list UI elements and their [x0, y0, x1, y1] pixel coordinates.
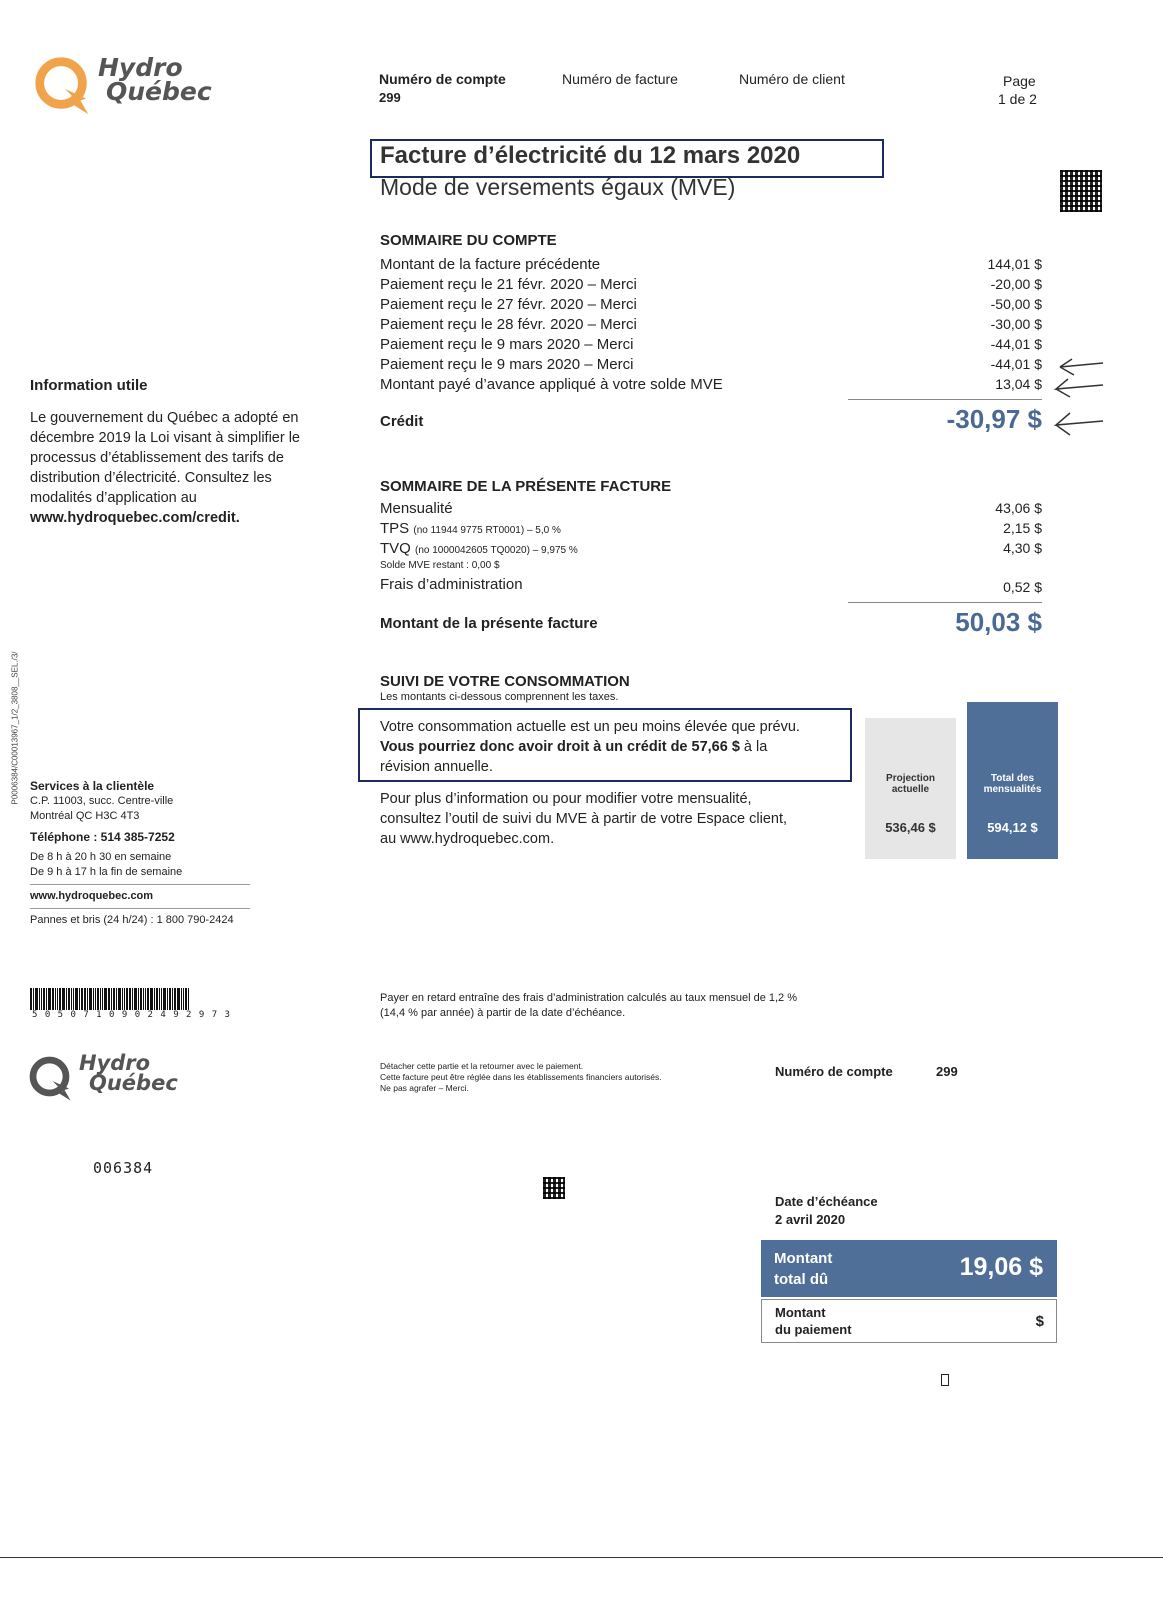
stub-code: 006384 [93, 1159, 154, 1177]
page-value: 1 de 2 [998, 91, 1037, 107]
barcode-bar [159, 988, 160, 1010]
account-summary-row-amount: -50,00 $ [990, 296, 1042, 312]
account-summary-row [380, 316, 1042, 336]
account-summary-row-amount: 13,04 $ [995, 376, 1042, 392]
consumption-note: Les montants ci-dessous comprennent les taxes. [380, 691, 619, 703]
barcode-bar [104, 988, 107, 1010]
page-label: Page [1003, 73, 1036, 89]
current-invoice-heading: SOMMAIRE DE LA PRÉSENTE FACTURE [380, 478, 672, 495]
total-mensualites-value: 594,12 $ [987, 820, 1038, 835]
barcode-bar [122, 988, 123, 1010]
total-mensualites-bar [967, 702, 1058, 859]
account-summary-row-label: Paiement reçu le 21 févr. 2020 – Merci [380, 276, 637, 293]
barcode-bar [43, 988, 45, 1010]
projection-label1: Projection [886, 773, 935, 784]
divider [848, 602, 1042, 603]
info-heading: Information utile [30, 377, 148, 394]
tps-amount: 2,15 $ [1003, 520, 1042, 536]
stub-logo-line1: Hydro [79, 1051, 151, 1075]
bottom-border-line [0, 1557, 1163, 1558]
barcode-bar [102, 988, 103, 1010]
payment-amount-label2: du paiement [775, 1322, 852, 1337]
consumption-box-line1: Votre consommation actuelle est un peu moins élevée que prévu. [380, 719, 800, 735]
barcode-digits: 5 0 5 0 7 1 0 9 0 2 4 9 2 9 7 3 [32, 1010, 231, 1020]
barcode-bar [145, 988, 146, 1010]
payment-amount-box[interactable] [761, 1299, 1057, 1343]
account-number-value: 299 [379, 90, 401, 105]
total-due-label1: Montant [774, 1250, 833, 1267]
barcode-bar [39, 988, 40, 1010]
barcode-bar [108, 988, 110, 1010]
barcode-bar [71, 988, 72, 1010]
barcode-bar [126, 988, 128, 1010]
account-summary-row-label: Montant payé d’avance appliqué à votre solde MVE [380, 376, 723, 393]
barcode-bar [143, 988, 144, 1010]
stub-box-mark [941, 1374, 949, 1386]
stub-logo-line2: Québec [89, 1070, 178, 1095]
info-paragraph [30, 408, 340, 508]
total-due-value: 19,06 $ [959, 1253, 1043, 1281]
mensualite-row [380, 500, 1042, 520]
projection-value: 536,46 $ [885, 820, 936, 835]
info-line: modalités d’application au [30, 490, 197, 506]
services-address2: Montréal QC H3C 4T3 [30, 810, 140, 822]
barcode-bar [93, 988, 94, 1010]
stub-account-label: Numéro de compte [775, 1064, 893, 1079]
consumption-box-tail: à la [739, 739, 768, 755]
barcode-bar [66, 988, 67, 1010]
services-website[interactable]: www.hydroquebec.com [30, 884, 250, 904]
payment-amount-label1: Montant [775, 1305, 826, 1320]
barcode-bar [48, 988, 51, 1010]
barcode-bar [113, 988, 115, 1010]
barcode-bar [134, 988, 137, 1010]
services-outages: Pannes et bris (24 h/24) : 1 800 790-2424 [30, 908, 250, 928]
credit-label: Crédit [380, 413, 424, 430]
account-summary-row [380, 376, 1042, 396]
mensualite-amount: 43,06 $ [995, 500, 1042, 516]
payment-currency: $ [1035, 1313, 1044, 1330]
account-summary-row-amount: -20,00 $ [990, 276, 1042, 292]
total-due-label2: total dû [774, 1271, 829, 1288]
barcode-bar [95, 988, 96, 1010]
total-mensualites-label1: Total des [990, 773, 1035, 784]
barcode-bar [73, 988, 74, 1010]
barcode-bar [75, 988, 78, 1010]
services-hours2: De 9 h à 17 h la fin de semaine [30, 866, 183, 878]
services-hours1: De 8 h à 20 h 30 en semaine [30, 851, 172, 863]
hydro-quebec-logo [32, 52, 242, 122]
barcode-bar [188, 988, 189, 1010]
barcode-bar [30, 988, 32, 1010]
projection-bar [865, 718, 956, 859]
tps-label: TPS [380, 520, 410, 537]
client-number-label: Numéro de client [739, 71, 845, 87]
barcode-bar [68, 988, 70, 1010]
account-summary-heading: SOMMAIRE DU COMPTE [380, 232, 557, 249]
info-line: décembre 2019 la Loi visant à simplifier le [30, 430, 300, 446]
barcode-bar [79, 988, 80, 1010]
hydro-quebec-q-icon [32, 54, 94, 116]
info-line: distribution d’électricité. Consultez les [30, 470, 272, 486]
account-summary-row-label: Paiement reçu le 9 mars 2020 – Merci [380, 336, 634, 353]
stub-qr-code [543, 1177, 565, 1199]
tvq-amount: 4,30 $ [1003, 540, 1042, 556]
due-date-label: Date d’échéance [775, 1194, 878, 1209]
side-document-code: P0006384/C00013967_1/2_3808__SEL./3/ [10, 651, 20, 805]
barcode-bar [81, 988, 83, 1010]
services-heading: Services à la clientèle [30, 779, 155, 793]
account-number-label: Numéro de compte [379, 71, 506, 87]
barcode-bar [174, 988, 176, 1010]
account-summary-row-amount: 144,01 $ [987, 256, 1042, 272]
barcode-bar [163, 988, 166, 1010]
account-summary-row-amount: -30,00 $ [990, 316, 1042, 332]
barcode-bar [156, 988, 158, 1010]
late-notice-line2: (14,4 % par année) à partir de la date d’échéance. [380, 1007, 626, 1019]
page-subtitle: Mode de versements égaux (MVE) [380, 174, 736, 200]
consumption-credit-text: Vous pourriez donc avoir droit à un crédit de 57,66 $ [380, 739, 740, 755]
stub-instructions1: Détacher cette partie et la retourner avec le paiement. [380, 1061, 584, 1071]
tps-detail: (no 11944 9775 RT0001) – 5,0 % [413, 525, 561, 536]
services-address1: C.P. 11003, succ. Centre-ville [30, 795, 174, 807]
barcode-bar [167, 988, 168, 1010]
total-due-box [761, 1240, 1057, 1297]
current-invoice-total-value: 50,03 $ [955, 607, 1042, 637]
qr-code [1060, 170, 1102, 212]
tvq-label: TVQ [380, 540, 411, 557]
barcode-bar [87, 988, 88, 1010]
barcode-bar [132, 988, 133, 1010]
barcode-bar [140, 988, 142, 1010]
stub-instructions3: Ne pas agrafer – Merci. [380, 1083, 469, 1093]
logo-line2: Québec [106, 76, 212, 106]
barcode-bar [33, 988, 34, 1010]
barcode-bar [46, 988, 47, 1010]
late-notice-line1: Payer en retard entraîne des frais d’administration calculés au taux mensuel de 1,2 % [380, 992, 798, 1004]
frais-label: Frais d’administration [380, 576, 523, 593]
barcode-bar [52, 988, 54, 1010]
logo-line1: Hydro [98, 53, 183, 82]
barcode-bar [57, 988, 58, 1010]
total-mensualites-label2: mensualités [983, 784, 1042, 795]
account-summary-row [380, 336, 1042, 356]
account-summary-row-label: Paiement reçu le 9 mars 2020 – Merci [380, 356, 634, 373]
info-link[interactable]: www.hydroquebec.com/credit. [30, 510, 240, 526]
frais-row [380, 576, 1042, 596]
account-summary-row [380, 356, 1042, 376]
account-summary-row-amount: -44,01 $ [990, 356, 1042, 372]
divider [848, 399, 1042, 400]
stub-account-value: 299 [936, 1064, 958, 1079]
barcode-bar [124, 988, 125, 1010]
barcode-bar [55, 988, 56, 1010]
barcode-bar [41, 988, 42, 1010]
consumption-heading: SUIVI DE VOTRE CONSOMMATION [380, 673, 630, 690]
account-summary-row-label: Paiement reçu le 27 févr. 2020 – Merci [380, 296, 637, 313]
services-phone: Téléphone : 514 385-7252 [30, 830, 175, 844]
info-line: Le gouvernement du Québec a adopté en [30, 410, 299, 426]
barcode-bar [147, 988, 149, 1010]
handwritten-arrows [1048, 355, 1108, 440]
account-summary-row [380, 296, 1042, 316]
tvq-row [380, 540, 1042, 560]
account-summary-row [380, 276, 1042, 296]
consumption-para-line3: au www.hydroquebec.com. [380, 831, 555, 847]
info-line: processus d’établissement des tarifs de [30, 450, 284, 466]
barcode-bar [154, 988, 155, 1010]
barcode-bar [35, 988, 38, 1010]
tvq-detail: (no 1000042605 TQ0020) – 9,975 % [415, 545, 578, 556]
barcode-bar [111, 988, 112, 1010]
barcode-bar [129, 988, 131, 1010]
services-block [30, 779, 250, 928]
barcode [30, 988, 190, 1010]
barcode-bar [89, 988, 92, 1010]
current-invoice-total-label: Montant de la présente facture [380, 615, 598, 632]
credit-value: -30,97 $ [946, 404, 1042, 434]
barcode-bar [150, 988, 153, 1010]
barcode-bar [84, 988, 86, 1010]
barcode-bar [161, 988, 162, 1010]
account-summary-row-label: Paiement reçu le 28 févr. 2020 – Merci [380, 316, 637, 333]
hydro-quebec-q-icon [27, 1054, 75, 1102]
barcode-bar [100, 988, 101, 1010]
barcode-bar [169, 988, 171, 1010]
account-summary-row-amount: -44,01 $ [990, 336, 1042, 352]
projection-label2: actuelle [891, 784, 930, 795]
barcode-bar [181, 988, 182, 1010]
barcode-bar [59, 988, 61, 1010]
account-summary-row [380, 256, 1042, 276]
due-date-value: 2 avril 2020 [775, 1212, 846, 1227]
hydro-quebec-logo-stub [27, 1052, 217, 1102]
barcode-bar [185, 988, 187, 1010]
consumption-para-line2: consultez l’outil de suivi du MVE à partir de votre Espace client, [380, 811, 788, 827]
barcode-bar [172, 988, 173, 1010]
stub-instructions2: Cette facture peut être réglée dans les établissements financiers autorisés. [380, 1072, 662, 1082]
barcode-bar [183, 988, 184, 1010]
tps-row [380, 520, 1042, 540]
account-summary-row-label: Montant de la facture précédente [380, 256, 601, 273]
consumption-para-line1: Pour plus d’information ou pour modifier votre mensualité, [380, 791, 752, 807]
consumption-box-line3: révision annuelle. [380, 759, 493, 775]
barcode-bar [62, 988, 65, 1010]
frais-amount: 0,52 $ [1003, 579, 1042, 595]
barcode-bar [116, 988, 117, 1010]
barcode-bar [97, 988, 99, 1010]
invoice-number-label: Numéro de facture [562, 71, 678, 87]
barcode-bar [177, 988, 180, 1010]
page-title: Facture d’électricité du 12 mars 2020 [380, 142, 801, 169]
barcode-bar [118, 988, 121, 1010]
mensualite-label: Mensualité [380, 500, 453, 517]
solde-mve-note: Solde MVE restant : 0,00 $ [380, 560, 500, 571]
barcode-bar [138, 988, 139, 1010]
